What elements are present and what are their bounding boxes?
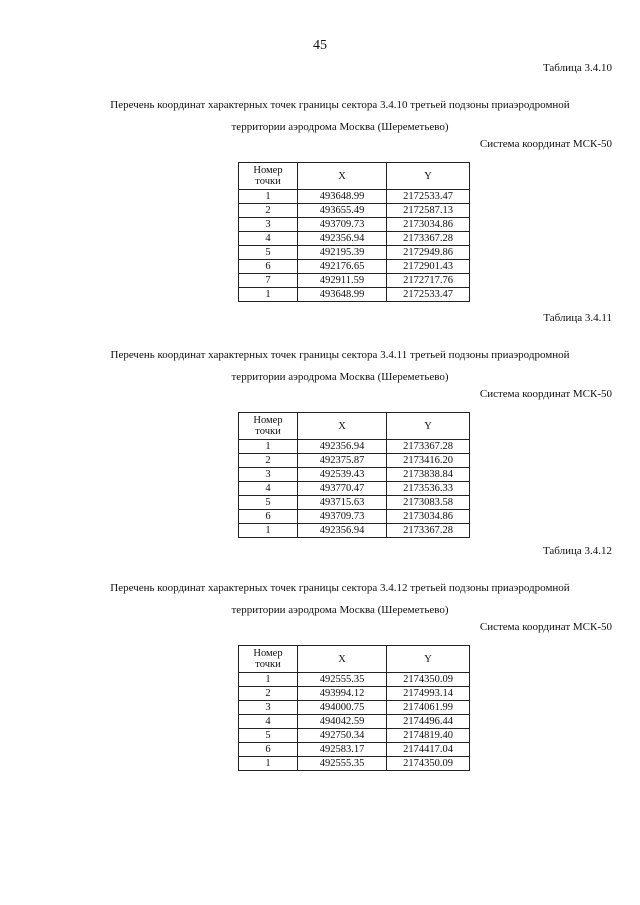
y-cell: 2173083.58	[387, 496, 470, 510]
y-cell: 2174993.14	[387, 687, 470, 701]
table-caption	[90, 577, 590, 621]
table-row	[239, 232, 470, 246]
x-cell: 493648.99	[298, 288, 387, 302]
x-cell: 494042.59	[298, 715, 387, 729]
caption-line: Перечень координат характерных точек границы сектора 3.4.12 третьей подзоны приаэродромной	[110, 582, 570, 594]
table-row	[239, 204, 470, 218]
caption-line: территории аэродрома Москва (Шереметьево)	[231, 604, 449, 616]
x-cell: 492176.65	[298, 260, 387, 274]
point-number-cell: 6	[239, 510, 298, 524]
point-number-cell: 6	[239, 260, 298, 274]
point-number-cell: 5	[239, 246, 298, 260]
caption-line: Перечень координат характерных точек границы сектора 3.4.11 третьей подзоны приаэродромной	[110, 349, 570, 361]
header-row	[239, 163, 470, 190]
table-row	[239, 687, 470, 701]
y-cell: 2173034.86	[387, 510, 470, 524]
x-cell: 492539.43	[298, 468, 387, 482]
x-cell: 492356.94	[298, 524, 387, 538]
x-cell: 493709.73	[298, 218, 387, 232]
x-cell: 493994.12	[298, 687, 387, 701]
table-row	[239, 496, 470, 510]
y-cell: 2173536.33	[387, 482, 470, 496]
x-cell: 493648.99	[298, 190, 387, 204]
point-number-cell: 2	[239, 454, 298, 468]
header-x: X	[298, 163, 387, 190]
point-number-cell: 1	[239, 757, 298, 771]
point-number-cell: 3	[239, 701, 298, 715]
point-number-cell: 2	[239, 687, 298, 701]
coordinate-system-label: Система координат МСК-50	[479, 621, 612, 633]
coordinates-table	[238, 412, 470, 538]
x-cell: 493709.73	[298, 510, 387, 524]
point-number-cell: 4	[239, 232, 298, 246]
coordinate-system-label: Система координат МСК-50	[479, 388, 612, 400]
table-row	[239, 482, 470, 496]
y-cell: 2172717.76	[387, 274, 470, 288]
table-row	[239, 246, 470, 260]
x-cell: 493655.49	[298, 204, 387, 218]
table-row	[239, 510, 470, 524]
x-cell: 492195.39	[298, 246, 387, 260]
x-cell: 492583.17	[298, 743, 387, 757]
y-cell: 2173367.28	[387, 440, 470, 454]
header-x: X	[298, 646, 387, 673]
x-cell: 493715.63	[298, 496, 387, 510]
y-cell: 2174350.09	[387, 757, 470, 771]
table-row	[239, 440, 470, 454]
table-row	[239, 288, 470, 302]
y-cell: 2172901.43	[387, 260, 470, 274]
x-cell: 494000.75	[298, 701, 387, 715]
header-y: Y	[387, 646, 470, 673]
y-cell: 2172533.47	[387, 288, 470, 302]
y-cell: 2174061.99	[387, 701, 470, 715]
point-number-cell: 5	[239, 729, 298, 743]
point-number-cell: 6	[239, 743, 298, 757]
header-y: Y	[387, 163, 470, 190]
table-row	[239, 218, 470, 232]
table-caption	[90, 344, 590, 388]
table-row	[239, 524, 470, 538]
x-cell: 493770.47	[298, 482, 387, 496]
table-row	[239, 715, 470, 729]
table-row	[239, 743, 470, 757]
x-cell: 492356.94	[298, 440, 387, 454]
y-cell: 2174496.44	[387, 715, 470, 729]
point-number-cell: 5	[239, 496, 298, 510]
table-row	[239, 673, 470, 687]
point-number-cell: 3	[239, 218, 298, 232]
y-cell: 2174417.04	[387, 743, 470, 757]
point-number-cell: 4	[239, 715, 298, 729]
coordinates-table	[238, 162, 470, 302]
point-number-cell: 7	[239, 274, 298, 288]
y-cell: 2174819.40	[387, 729, 470, 743]
point-number-cell: 1	[239, 190, 298, 204]
y-cell: 2173416.20	[387, 454, 470, 468]
y-cell: 2173838.84	[387, 468, 470, 482]
coordinates-table	[238, 645, 470, 771]
coordinate-system-label: Система координат МСК-50	[479, 138, 612, 150]
table-row	[239, 454, 470, 468]
y-cell: 2173367.28	[387, 524, 470, 538]
point-number-cell: 3	[239, 468, 298, 482]
header-point-number: Номер точки	[239, 413, 298, 440]
header-point-number: Номер точки	[239, 646, 298, 673]
table-row	[239, 274, 470, 288]
table-caption	[90, 94, 590, 138]
y-cell: 2173367.28	[387, 232, 470, 246]
y-cell: 2172533.47	[387, 190, 470, 204]
table-row	[239, 190, 470, 204]
header-y: Y	[387, 413, 470, 440]
table-label: Таблица 3.4.12	[542, 545, 612, 557]
point-number-cell: 1	[239, 673, 298, 687]
point-number-cell: 4	[239, 482, 298, 496]
x-cell: 492750.34	[298, 729, 387, 743]
header-point-number: Номер точки	[239, 163, 298, 190]
header-row	[239, 646, 470, 673]
table-row	[239, 260, 470, 274]
header-x: X	[298, 413, 387, 440]
table-row	[239, 757, 470, 771]
point-number-cell: 2	[239, 204, 298, 218]
x-cell: 492555.35	[298, 673, 387, 687]
point-number-cell: 1	[239, 288, 298, 302]
caption-line: Перечень координат характерных точек границы сектора 3.4.10 третьей подзоны приаэродромной	[110, 99, 570, 111]
table-row	[239, 468, 470, 482]
table-label: Таблица 3.4.10	[542, 62, 612, 74]
y-cell: 2172949.86	[387, 246, 470, 260]
point-number-cell: 1	[239, 440, 298, 454]
table-row	[239, 701, 470, 715]
y-cell: 2173034.86	[387, 218, 470, 232]
table-label: Таблица 3.4.11	[543, 312, 612, 324]
x-cell: 492356.94	[298, 232, 387, 246]
x-cell: 492555.35	[298, 757, 387, 771]
y-cell: 2172587.13	[387, 204, 470, 218]
caption-line: территории аэродрома Москва (Шереметьево)	[231, 121, 449, 133]
point-number-cell: 1	[239, 524, 298, 538]
x-cell: 492911.59	[298, 274, 387, 288]
x-cell: 492375.87	[298, 454, 387, 468]
page-number: 45	[313, 38, 327, 53]
y-cell: 2174350.09	[387, 673, 470, 687]
header-row	[239, 413, 470, 440]
table-row	[239, 729, 470, 743]
caption-line: территории аэродрома Москва (Шереметьево)	[231, 371, 449, 383]
